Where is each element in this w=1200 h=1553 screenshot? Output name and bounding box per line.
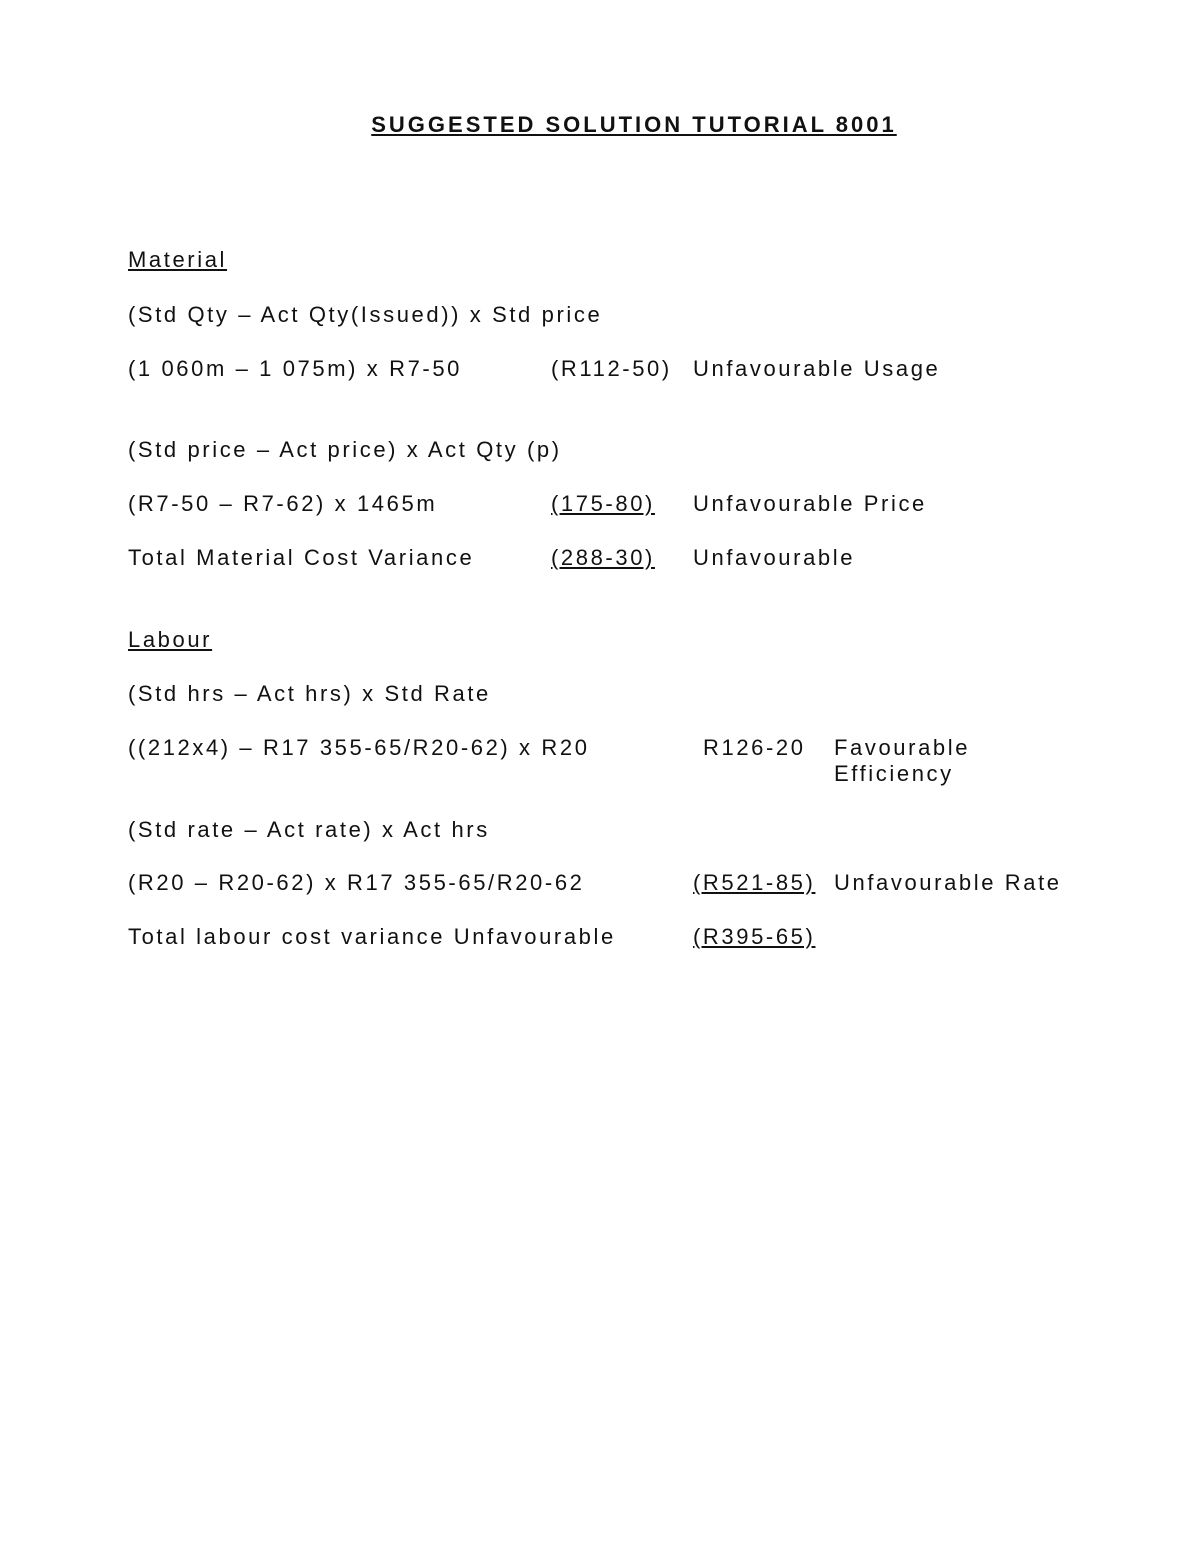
labour-efficiency-label-line1: Favourable — [834, 735, 971, 760]
labour-total-label: Total labour cost variance Unfavourable — [128, 924, 616, 949]
labour-rate-formula: (Std rate – Act rate) x Act hrs — [128, 817, 490, 842]
material-total-label: Total Material Cost Variance — [128, 545, 475, 570]
material-total-result: Unfavourable — [693, 545, 856, 570]
labour-efficiency-amount: R126-20 — [703, 735, 806, 760]
material-price-formula: (Std price – Act price) x Act Qty (p) — [128, 437, 562, 462]
material-heading: Material — [128, 247, 228, 272]
material-price-calc: (R7-50 – R7-62) x 1465m — [128, 491, 438, 516]
labour-efficiency-calc: ((212x4) – R17 355-65/R20-62) x R20 — [128, 735, 590, 760]
material-usage-calc: (1 060m – 1 075m) x R7-50 — [128, 356, 463, 381]
labour-rate-label: Unfavourable Rate — [834, 870, 1062, 895]
labour-efficiency-label-line2: Efficiency — [834, 761, 954, 786]
page-title: SUGGESTED SOLUTION TUTORIAL 8001 — [371, 112, 897, 137]
material-usage-amount: (R112-50) — [551, 356, 672, 381]
labour-heading: Labour — [128, 627, 213, 652]
labour-total-amount: (R395-65) — [693, 924, 816, 949]
material-usage-label: Unfavourable Usage — [693, 356, 941, 381]
labour-rate-calc: (R20 – R20-62) x R17 355-65/R20-62 — [128, 870, 585, 895]
labour-rate-amount: (R521-85) — [693, 870, 816, 895]
labour-efficiency-formula: (Std hrs – Act hrs) x Std Rate — [128, 681, 491, 706]
material-price-amount: (175-80) — [551, 491, 655, 516]
material-price-label: Unfavourable Price — [693, 491, 927, 516]
material-total-amount: (288-30) — [551, 545, 655, 570]
material-usage-formula: (Std Qty – Act Qty(Issued)) x Std price — [128, 302, 603, 327]
